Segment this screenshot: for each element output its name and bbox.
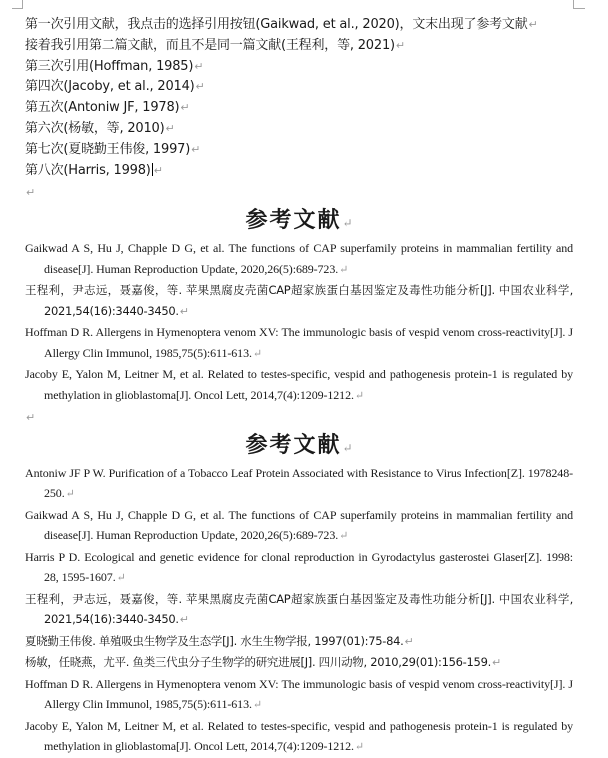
paragraph-mark-icon: ↵ xyxy=(194,59,204,73)
reference-entry[interactable]: 杨敏，任晓燕，尤平. 鱼类三代虫分子生物学的研究进展[J]. 四川动物, 2010,29(01):156-159.↵ xyxy=(25,655,501,670)
document-page[interactable] xyxy=(25,15,573,758)
paragraph-mark-icon: ↵ xyxy=(528,18,538,31)
paragraph-mark-icon: ↵ xyxy=(354,389,365,402)
paragraph-mark-icon: ↵ xyxy=(342,440,353,455)
empty-paragraph[interactable] xyxy=(25,406,573,427)
paragraph-mark-icon: ↵ xyxy=(252,347,263,360)
crop-mark-top-right-horizontal xyxy=(573,8,585,9)
references-heading[interactable]: 参考文献↵ xyxy=(245,431,353,458)
intro-line[interactable]: 第六次(杨敏，等, 2010)↵ xyxy=(25,120,175,136)
paragraph-mark-icon: ↵ xyxy=(491,656,501,670)
references-heading[interactable]: 参考文献↵ xyxy=(245,207,353,234)
paragraph-mark-icon: ↵ xyxy=(180,101,190,115)
paragraph-mark-icon: ↵ xyxy=(395,38,405,52)
paragraph-mark-icon: ↵ xyxy=(354,741,365,754)
intro-line[interactable]: 接着我引用第二篇文献，而且不是同一篇文献(王程利，等, 2021)↵ xyxy=(25,37,405,53)
paragraph-mark-icon: ↵ xyxy=(404,634,414,648)
intro-line[interactable]: 第七次(夏晓勤王伟俊, 1997)↵ xyxy=(25,141,201,157)
reference-entry[interactable]: Gaikwad A S, Hu J, Chapple D G, et al. The functions of CAP superfamily proteins in mammalian fertility and disease[J]. Human Reproduction Update, 2020,26(5):689-723.↵ xyxy=(25,241,573,276)
reference-entry[interactable]: Jacoby E, Yalon M, Leitner M, et al. Related to testes-specific, vespid and pathogenesis protein-1 is regulated by methylation in glioblastoma[J]. Oncol Lett, 2014,7(4):1209-1212.↵ xyxy=(25,718,573,754)
crop-mark-top-left-horizontal xyxy=(12,8,23,9)
paragraph-mark-icon: ↵ xyxy=(191,142,201,156)
paragraph-mark-icon: ↵ xyxy=(179,613,189,627)
paragraph-mark-icon: ↵ xyxy=(153,163,163,177)
text-cursor xyxy=(152,163,153,176)
paragraph-mark-icon: ↵ xyxy=(252,699,263,712)
intro-line[interactable]: 第三次引用(Hoffman, 1985)↵ xyxy=(25,58,204,74)
reference-entry[interactable]: Jacoby E, Yalon M, Leitner M, et al. Related to testes-specific, vespid and pathogenesis protein-1 is regulated by methylation in glioblastoma[J]. Oncol Lett, 2014,7(4):1209-1212.↵ xyxy=(25,367,573,402)
empty-paragraph[interactable] xyxy=(25,181,573,202)
paragraph-mark-icon: ↵ xyxy=(339,530,349,543)
reference-entry[interactable]: 王程利，尹志远，聂嘉俊，等. 苹果黑腐皮壳菌CAP超家族蛋白基因鉴定及毒性功能分析[J]. 中国农业科学, 2021,54(16):3440-3450.↵ xyxy=(25,591,573,627)
crop-mark-top-left-vertical xyxy=(22,0,23,8)
intro-line[interactable]: 第八次(Harris, 1998) ↵ xyxy=(25,162,163,178)
reference-entry[interactable]: Harris P D. Ecological and genetic evidence for clonal reproduction in Gyrodactylus gasterostei Glaser[Z]. 1998: 28, 1595-1607.↵ xyxy=(25,549,573,585)
reference-entry[interactable]: Antoniw JF P W. Purification of a Tobacco Leaf Protein Associated with Resistance to Virus Infection[Z]. 1978248-250.↵ xyxy=(25,465,573,501)
reference-entry[interactable]: 王程利，尹志远，聂嘉俊，等. 苹果黑腐皮壳菌CAP超家族蛋白基因鉴定及毒性功能分析[J]. 中国农业科学, 2021,54(16):3440-3450.↵ xyxy=(25,283,573,318)
paragraph-mark-icon: ↵ xyxy=(26,186,36,200)
paragraph-mark-icon: ↵ xyxy=(26,411,36,425)
reference-entry[interactable]: 夏晓勤王伟俊. 单殖吸虫生物学及生态学[J]. 水生生物学报, 1997(01):75-84.↵ xyxy=(25,633,414,648)
paragraph-mark-icon: ↵ xyxy=(116,572,126,585)
reference-entry[interactable]: Gaikwad A S, Hu J, Chapple D G, et al. The functions of CAP superfamily proteins in mammalian fertility and disease[J]. Human Reproduction Update, 2020,26(5):689-723.↵ xyxy=(25,507,573,543)
intro-line[interactable]: 第五次(Antoniw JF, 1978)↵ xyxy=(25,100,190,116)
paragraph-mark-icon: ↵ xyxy=(179,304,189,318)
crop-mark-top-right-vertical xyxy=(573,0,574,8)
paragraph-mark-icon: ↵ xyxy=(342,216,353,231)
paragraph-mark-icon: ↵ xyxy=(165,121,175,135)
paragraph-mark-icon: ↵ xyxy=(65,488,75,501)
paragraph-mark-icon: ↵ xyxy=(339,263,349,276)
paragraph-mark-icon: ↵ xyxy=(195,80,205,94)
intro-line[interactable]: 第四次(Jacoby, et al., 2014)↵ xyxy=(25,79,205,95)
reference-entry[interactable]: Hoffman D R. Allergens in Hymenoptera venom XV: The immunologic basis of vespid venom cross-reactivity[J]. J Allergy Clin Immunol, 1985,75(5):611-613.↵ xyxy=(25,676,573,712)
intro-line[interactable]: 第一次引用文献，我点击的选择引用按钮(Gaikwad, et al., 2020)，文末出现了参考文献↵ xyxy=(25,17,538,32)
reference-entry[interactable]: Hoffman D R. Allergens in Hymenoptera venom XV: The immunologic basis of vespid venom cross-reactivity[J]. J Allergy Clin Immunol, 1985,75(5):611-613.↵ xyxy=(25,325,573,360)
